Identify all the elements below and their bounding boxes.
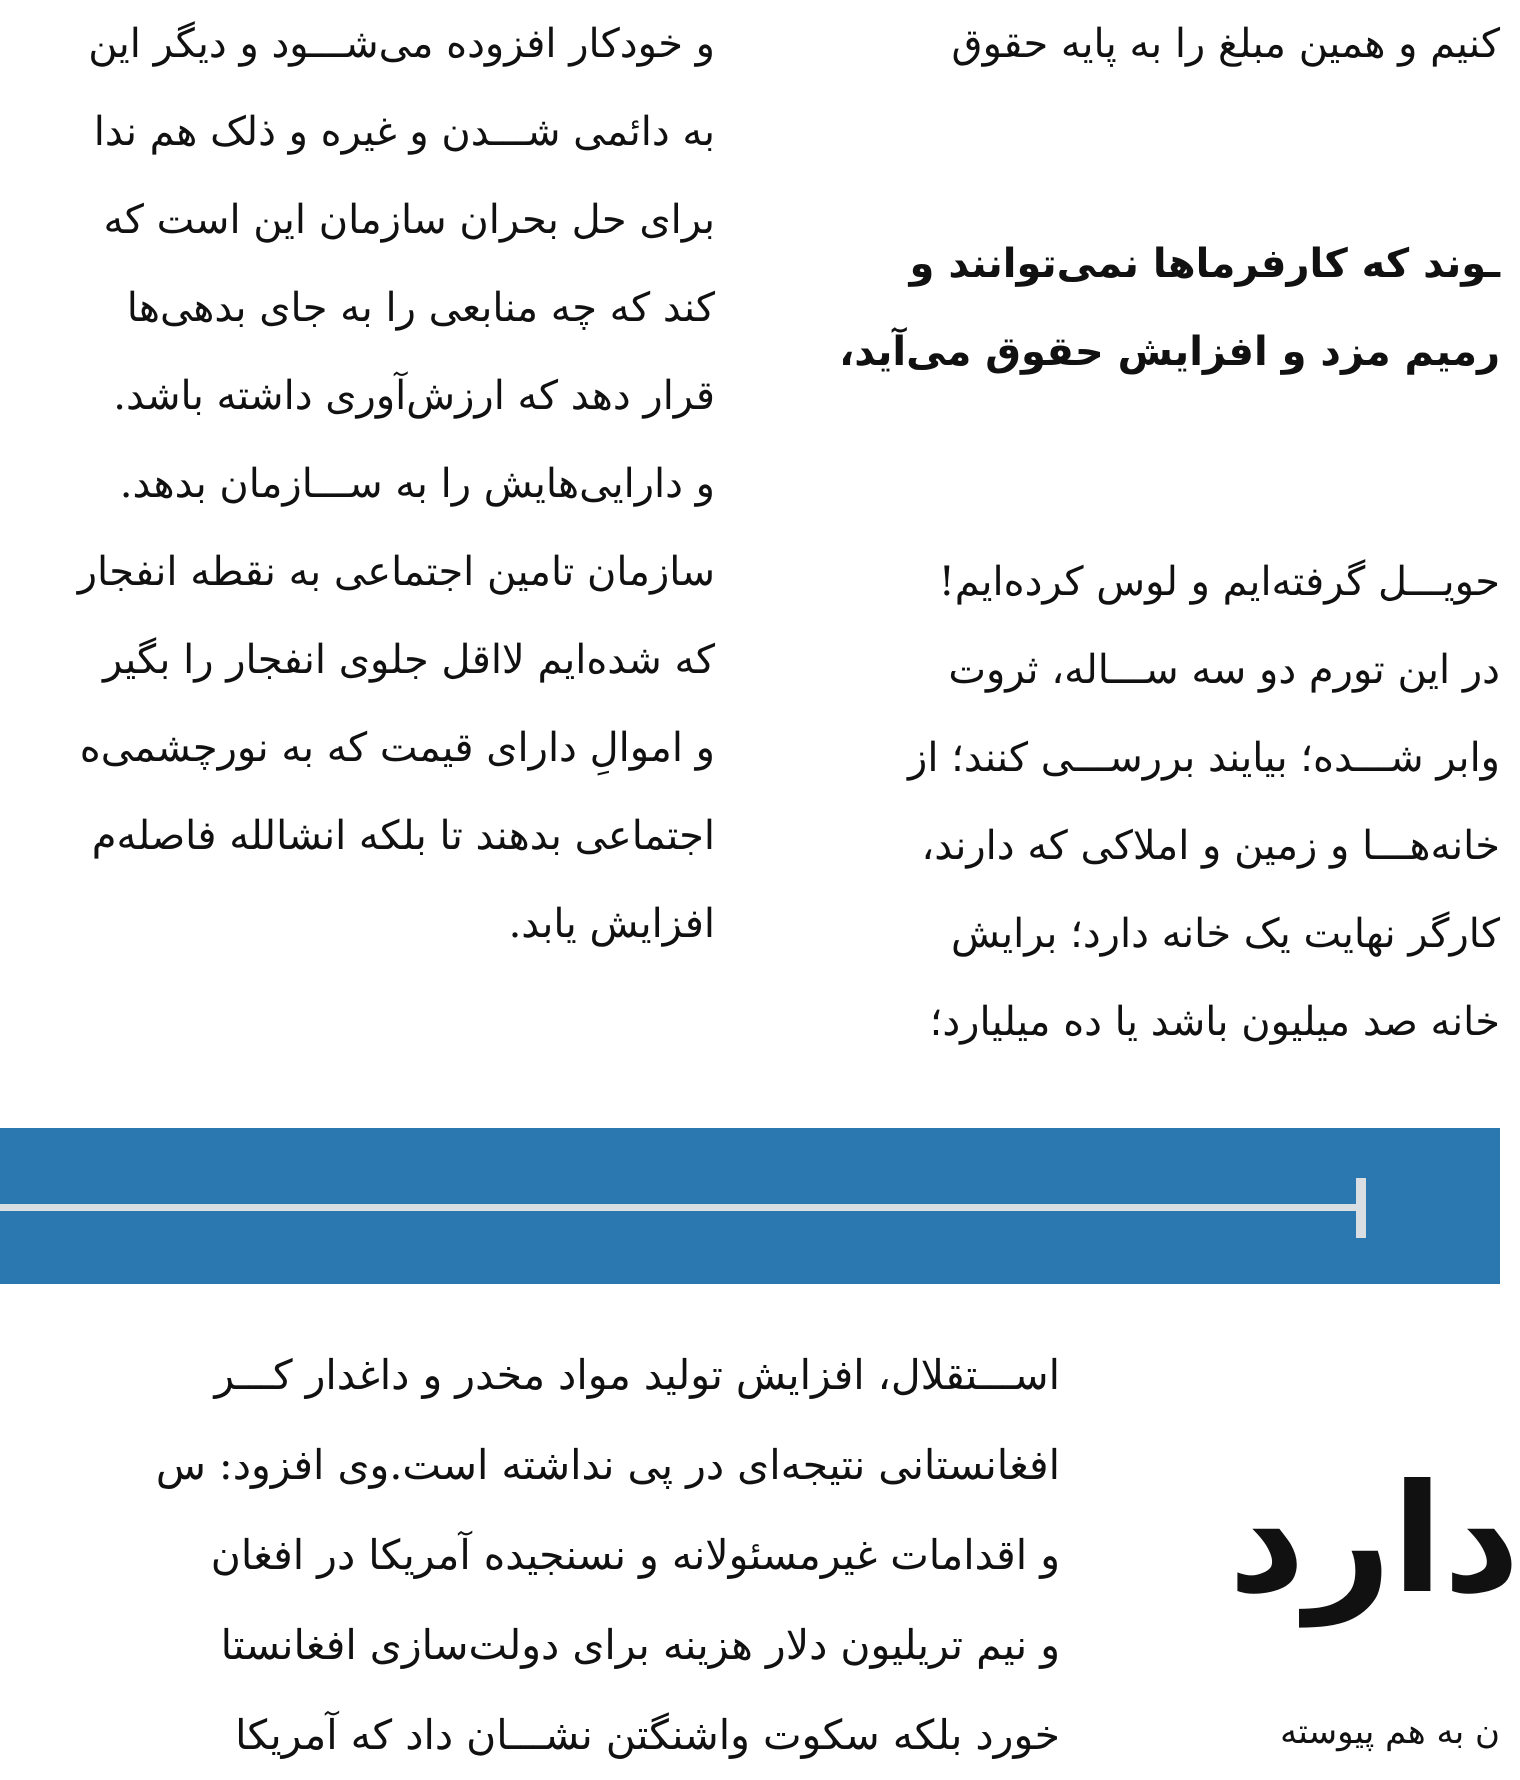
bold-lead-line: ـوند که کارفرماها نمی‌توانند و [909, 241, 1500, 287]
text-line: خانه‌هـــا و زمین و املاکی که دارند، [921, 823, 1500, 869]
text-line: و خودکار افزوده می‌شـــود و دیگر این [88, 21, 715, 67]
divider-rule-end-cap [1356, 1178, 1366, 1238]
paragraph-gap [835, 88, 1500, 220]
text-line: اســـتقلال، افزایش تولید مواد مخدر و داغدار کـــر [214, 1351, 1060, 1399]
paragraph-gap [835, 396, 1500, 538]
article-headline: دارد [1228, 1453, 1520, 1627]
divider-rule [0, 1204, 1362, 1211]
text-line: و دارایی‌هایش را به ســـازمان بدهد. [119, 461, 715, 507]
text-line: اجتماعی بدهند تا بلکه انشالله فاصله‌م [91, 813, 715, 859]
text-line: که شده‌ایم لااقل جلوی انفجار را بگیر [103, 637, 715, 683]
text-line: افغانستانی نتیجه‌ای در پی نداشته است.وی افزود: س [155, 1441, 1060, 1489]
text-line: کند که چه منابعی را به جای بدهی‌ها [126, 285, 715, 331]
top-right-text-column [835, 0, 1500, 1066]
top-left-text-column [0, 0, 715, 968]
text-line: خورد بلکه سکوت واشنگتن نشـــان داد که آمریکا [235, 1711, 1060, 1759]
bottom-text-column [0, 1330, 1060, 1780]
section-divider-band [0, 1128, 1500, 1284]
bold-lead-line: رمیم مزد و افزایش حقوق می‌آید، [839, 329, 1500, 375]
text-line: خانه صد میلیون باشد یا ده میلیارد؛ [929, 999, 1500, 1045]
text-line: حویـــل گرفته‌ایم و لوس کرده‌ایم! [938, 559, 1500, 605]
text-line: افزایش یابد. [508, 901, 715, 947]
text-line: وابر شـــده؛ بیایند بررســـی کنند؛ از [908, 735, 1500, 781]
text-line: در این تورم دو سه ســـاله، ثروت [948, 647, 1500, 693]
text-line: قرار دهد که ارزش‌آوری داشته باشد. [113, 373, 715, 419]
text-line: و اقدامات غیرمسئولانه و نسنجیده آمریکا در افغان [210, 1531, 1060, 1579]
text-line: به دائمی شـــدن و غیره و ذلک هم ندا [93, 109, 715, 155]
headline-subtext: ن به هم پیوسته [1280, 1712, 1500, 1752]
text-line: برای حل بحران سازمان این است که [103, 197, 715, 243]
text-line: و نیم تریلیون دلار هزینه برای دولت‌سازی افغانستا [220, 1621, 1060, 1669]
text-line: و اموالِ دارای قیمت که به نورچشمی‌ه [79, 725, 715, 771]
text-line: کارگر نهایت یک خانه دارد؛ برایش [950, 911, 1500, 957]
text-line: کنیم و همین مبلغ را به پایه حقوق [951, 21, 1500, 67]
text-line: سازمان تامین اجتماعی به نقطه انفجار [77, 549, 715, 595]
